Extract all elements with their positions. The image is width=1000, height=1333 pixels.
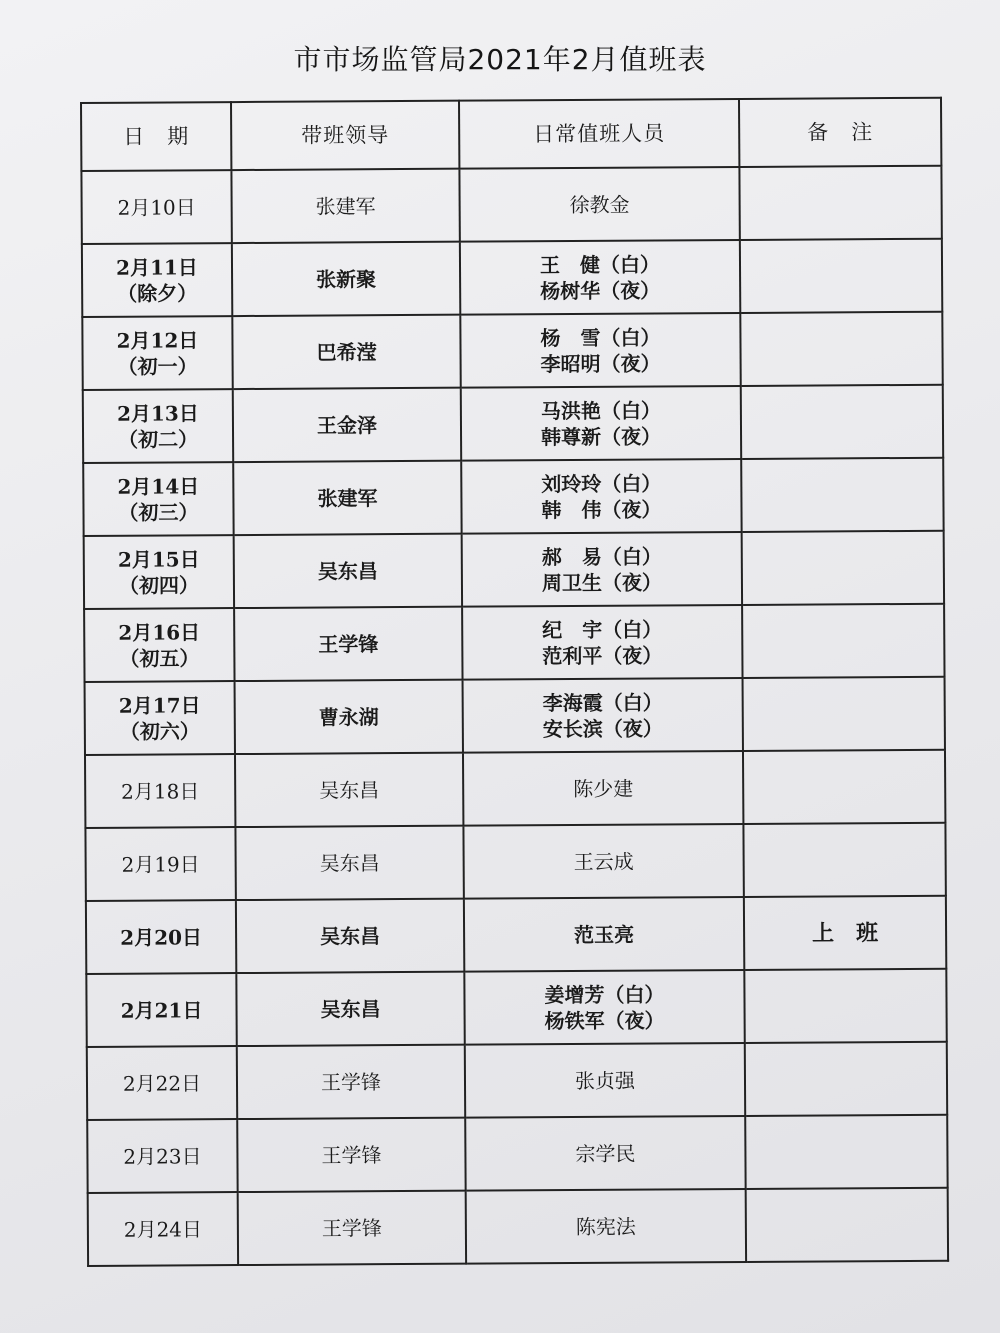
note-cell (743, 823, 945, 897)
date-cell (86, 900, 236, 974)
note-cell (742, 604, 944, 678)
table-row (86, 969, 946, 1047)
staff-day-text: 张贞强 (574, 1068, 636, 1093)
leader-cell: 张建军 (231, 169, 459, 243)
table-row (83, 385, 943, 463)
staff-night-text: 李昭明（夜） (540, 350, 661, 376)
date-text: 2月22日 (122, 1070, 202, 1096)
staff-day-text: 王云成 (573, 849, 634, 874)
staff-cell (463, 824, 743, 899)
staff-night-text: 范利平（夜） (542, 642, 663, 668)
lunar-date-text: （初三） (118, 499, 199, 525)
date-cell (87, 1046, 237, 1120)
date-cell (84, 535, 234, 609)
leader-cell: 吴东昌 (235, 826, 463, 900)
staff-cell (466, 1189, 746, 1264)
leader-cell: 王学锋 (237, 1118, 465, 1192)
date-cell (87, 1119, 237, 1193)
leader-cell: 曹永湖 (235, 680, 463, 754)
leader-cell: 吴东昌 (236, 899, 464, 973)
table-row (82, 239, 942, 317)
date-cell (85, 754, 235, 828)
staff-cell (464, 897, 744, 972)
staff-day-text: 陈少建 (573, 776, 634, 801)
lunar-date-text: （初二） (117, 426, 199, 452)
table-row (84, 531, 944, 609)
staff-cell (465, 1116, 745, 1191)
note-cell (745, 1115, 947, 1189)
table-row (87, 1115, 947, 1193)
date-cell (82, 316, 232, 390)
note-cell (744, 896, 946, 970)
date-cell (81, 170, 231, 244)
note-cell (741, 458, 943, 532)
date-cell (86, 973, 236, 1047)
date-text: 2月18日 (121, 778, 200, 804)
leader-cell: 张新聚 (232, 242, 460, 316)
date-cell (85, 827, 235, 901)
note-cell (743, 750, 945, 824)
staff-cell (463, 678, 743, 753)
leader-cell: 巴希滢 (232, 315, 460, 389)
table-row (84, 604, 944, 682)
staff-day-text: 陈宪法 (575, 1214, 636, 1239)
note-cell (745, 1042, 947, 1116)
note-text: 上班 (811, 919, 901, 947)
date-text: 2月23日 (123, 1143, 202, 1169)
staff-night-text: 杨树华（夜） (540, 277, 661, 303)
header-note: 备 注 (739, 98, 941, 167)
staff-day-text: 刘玲玲（白） (541, 470, 662, 496)
table-row (87, 1042, 947, 1120)
note-cell (739, 166, 941, 240)
table-header-row (81, 98, 941, 171)
leader-cell: 王学锋 (234, 607, 462, 681)
staff-day-text: 范玉亮 (574, 922, 635, 947)
date-text: 2月20日 (120, 924, 203, 950)
date-text: 2月14日 (117, 473, 200, 499)
staff-cell (463, 751, 743, 826)
leader-cell: 吴东昌 (235, 753, 463, 827)
staff-day-text: 杨 雪（白） (540, 324, 661, 350)
staff-day-text: 马洪艳（白） (540, 397, 661, 423)
leader-cell: 王学锋 (237, 1045, 465, 1119)
staff-day-text: 郝 易（白） (541, 543, 662, 569)
date-text: 2月24日 (123, 1216, 203, 1242)
lunar-date-text: （初四） (118, 572, 200, 598)
staff-night-text: 周卫生（夜） (541, 569, 663, 595)
staff-cell (461, 459, 741, 534)
date-cell (84, 608, 234, 682)
date-cell (82, 243, 232, 317)
note-cell (740, 239, 942, 313)
staff-cell (465, 1043, 745, 1118)
leader-cell: 王金泽 (233, 388, 461, 462)
table-row (85, 677, 945, 755)
table-body (81, 166, 948, 1266)
staff-day-text: 纪 宇（白） (542, 616, 663, 642)
date-cell (85, 681, 235, 755)
staff-day-text: 宗学民 (575, 1141, 636, 1166)
date-text: 2月12日 (116, 327, 199, 353)
date-cell (88, 1192, 238, 1266)
staff-cell (462, 532, 742, 607)
leader-cell: 吴东昌 (236, 972, 464, 1046)
date-text: 2月11日 (116, 254, 198, 280)
staff-cell (459, 167, 739, 242)
table-row (82, 312, 942, 390)
lunar-date-text: （除夕） (117, 280, 198, 306)
leader-cell: 张建军 (233, 461, 461, 535)
note-cell (741, 385, 943, 459)
lunar-date-text: （初一） (117, 353, 198, 379)
note-cell (744, 969, 946, 1043)
staff-cell (464, 970, 744, 1045)
date-cell (83, 462, 233, 536)
date-text: 2月15日 (117, 546, 200, 572)
date-text: 2月19日 (121, 851, 200, 877)
table-row (88, 1188, 948, 1266)
staff-night-text: 杨铁军（夜） (544, 1007, 665, 1033)
table-row (85, 823, 945, 901)
staff-cell (460, 313, 740, 388)
table-row (81, 166, 941, 244)
date-text: 2月17日 (118, 692, 201, 718)
note-cell (743, 677, 945, 751)
staff-cell (460, 240, 740, 315)
leader-cell: 王学锋 (238, 1191, 466, 1265)
lunar-date-text: （初五） (119, 645, 200, 671)
staff-night-text: 韩尊新（夜） (540, 423, 662, 449)
date-text: 2月10日 (117, 194, 196, 220)
note-cell (740, 312, 942, 386)
note-cell (746, 1188, 948, 1262)
table-row (85, 750, 945, 828)
staff-day-text: 李海霞（白） (542, 689, 663, 715)
table-row (86, 896, 946, 974)
header-date: 日 期 (81, 102, 231, 171)
table-row (83, 458, 943, 536)
leader-cell: 吴东昌 (234, 534, 462, 608)
staff-day-text: 姜增芳（白） (544, 981, 665, 1007)
duty-schedule-table (80, 97, 949, 1267)
date-text: 2月16日 (118, 619, 201, 645)
staff-day-text: 徐教金 (569, 192, 630, 217)
document-title: 市市场监管局2021年2月值班表 (293, 43, 707, 76)
staff-day-text: 王 健（白） (539, 251, 661, 277)
lunar-date-text: （初六） (119, 718, 200, 744)
date-text: 2月21日 (120, 997, 203, 1023)
staff-cell (461, 386, 741, 461)
staff-cell (462, 605, 742, 680)
staff-night-text: 韩 伟（夜） (541, 496, 662, 522)
date-text: 2月13日 (116, 400, 199, 426)
header-leader: 带班领导 (231, 101, 459, 170)
note-cell (742, 531, 944, 605)
date-cell (83, 389, 233, 463)
staff-night-text: 安长滨（夜） (542, 715, 663, 741)
header-staff: 日常值班人员 (459, 99, 739, 169)
